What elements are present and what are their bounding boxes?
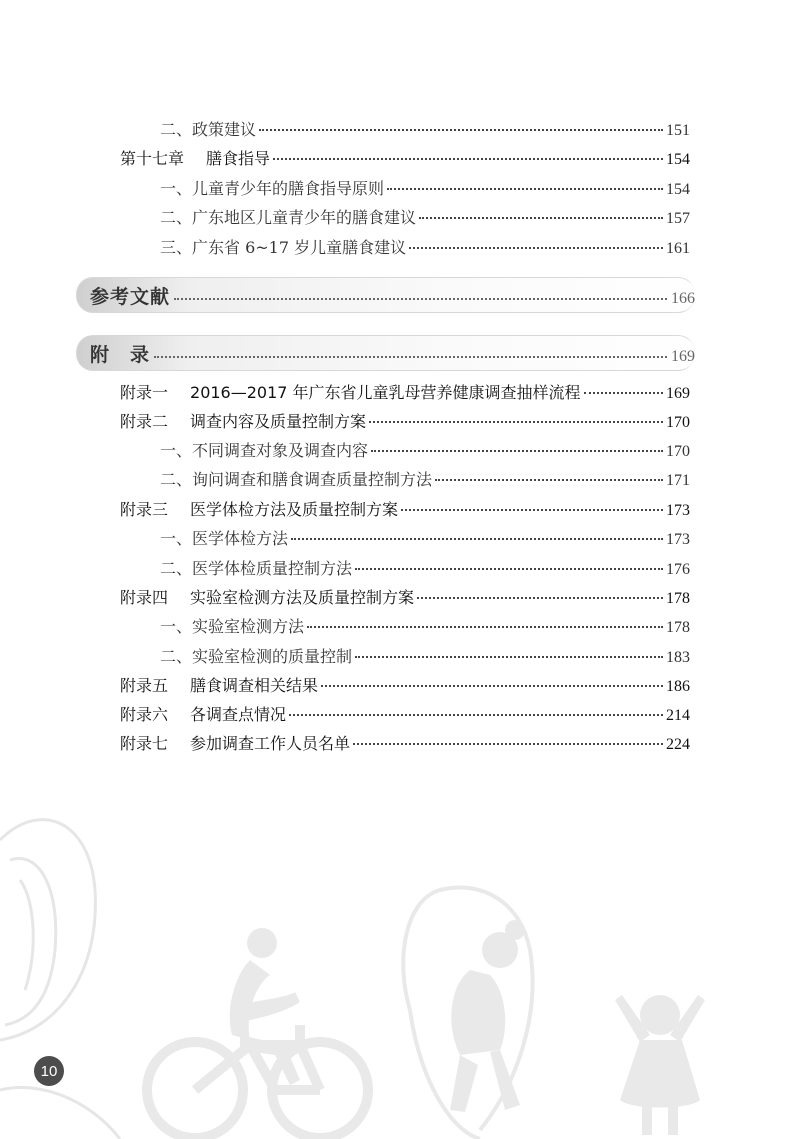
toc-leader-dots	[369, 421, 663, 423]
toc-appendix-number: 附录三	[120, 500, 169, 519]
toc-entry-page: 161	[666, 240, 690, 257]
toc-appendix-number: 附录五	[120, 676, 169, 695]
toc-entry-title: 二、实验室检测的质量控制	[160, 647, 353, 666]
decorative-silhouettes	[0, 780, 800, 1139]
toc-leader-dots	[584, 392, 663, 394]
toc-leader-dots	[435, 479, 663, 481]
toc-appendix-number: 附录六	[120, 705, 169, 724]
toc-entry-page: 169	[666, 385, 690, 402]
toc-appendix-title: 2016—2017 年广东省儿童乳母营养健康调查抽样流程	[190, 383, 581, 402]
toc-entry[interactable]	[160, 179, 690, 200]
toc-entry-page: 186	[666, 678, 690, 695]
toc-leader-dots	[419, 217, 663, 219]
toc-chapter-number: 第十七章	[120, 149, 185, 168]
toc-entry[interactable]	[160, 647, 690, 668]
toc-leader-dots	[409, 247, 663, 249]
toc-appendix-title: 调查内容及质量控制方案	[190, 412, 367, 431]
toc-appendix-title: 实验室检测方法及质量控制方案	[190, 588, 415, 607]
toc-leader-dots	[291, 538, 663, 540]
page-number-badge: 10	[34, 1056, 64, 1086]
toc-appendix-number: 附录二	[120, 412, 169, 431]
toc-chapter-entry[interactable]	[120, 149, 690, 170]
toc-appendix-number: 附录四	[120, 588, 169, 607]
toc-entry-page: 176	[666, 561, 690, 578]
toc-entry[interactable]	[160, 441, 690, 462]
toc-appendix-title: 医学体检方法及质量控制方案	[190, 500, 399, 519]
appendix-section-entry[interactable]	[76, 335, 695, 371]
toc-entry-page: 214	[666, 707, 690, 724]
toc-leader-dots	[371, 450, 663, 452]
toc-entry[interactable]	[160, 617, 690, 638]
toc-entry-page: 151	[666, 122, 690, 139]
toc-appendix-entry[interactable]	[120, 734, 690, 755]
toc-entry-page: 157	[666, 210, 690, 227]
toc-leader-dots	[353, 743, 663, 745]
toc-entry[interactable]	[160, 208, 690, 229]
toc-appendix-entry[interactable]	[120, 383, 690, 404]
toc-entry-page: 154	[666, 181, 690, 198]
toc-leader-dots	[387, 188, 663, 190]
toc-leader-dots	[289, 714, 663, 716]
toc-entry-title: 二、医学体检质量控制方法	[160, 559, 353, 578]
toc-entry[interactable]	[160, 559, 690, 580]
toc-chapter-title: 膳食指导	[206, 149, 271, 168]
toc-leader-dots	[321, 685, 663, 687]
toc-entry-page: 170	[666, 443, 690, 460]
toc-entry-page: 178	[666, 590, 690, 607]
toc-entry-title: 二、政策建议	[160, 120, 257, 139]
toc-appendix-entry[interactable]	[120, 588, 690, 609]
toc-entry-title: 二、广东地区儿童青少年的膳食建议	[160, 208, 417, 227]
toc-leader-dots	[259, 129, 663, 131]
toc-appendix-number: 附录七	[120, 734, 169, 753]
toc-appendix-entry[interactable]	[120, 705, 690, 726]
toc-appendix-entry[interactable]	[120, 500, 690, 521]
toc-entry-title: 三、广东省 6~17 岁儿童膳食建议	[160, 238, 407, 257]
cyclist-silhouette	[230, 928, 300, 1085]
references-section-entry[interactable]	[76, 277, 695, 313]
toc-entry-page: 183	[666, 649, 690, 666]
toc-appendix-number: 附录一	[120, 383, 169, 402]
toc-appendix-title: 参加调查工作人员名单	[190, 734, 351, 753]
toc-entry-page: 171	[666, 472, 690, 489]
toc-entry-title: 二、询问调查和膳食调查质量控制方法	[160, 470, 433, 489]
toc-leader-dots	[154, 356, 667, 358]
toc-appendix-entry[interactable]	[120, 676, 690, 697]
toc-entry[interactable]	[160, 470, 690, 491]
toc-leader-dots	[174, 298, 667, 300]
appendix-page: 169	[671, 348, 695, 365]
seed-illustration	[0, 820, 120, 1139]
toc-entry[interactable]	[160, 238, 690, 259]
jump-rope-girl-silhouette	[403, 888, 532, 1139]
toc-entry-title: 一、不同调查对象及调查内容	[160, 441, 369, 460]
toc-entry-page: 154	[666, 151, 690, 168]
toc-entry-title: 一、医学体检方法	[160, 529, 289, 548]
girl-silhouette	[615, 995, 705, 1135]
toc-entry-page: 224	[666, 736, 690, 753]
toc-leader-dots	[307, 626, 663, 628]
appendix-label: 附 录	[90, 343, 151, 366]
toc-entry-page: 173	[666, 531, 690, 548]
toc-leader-dots	[355, 568, 663, 570]
toc-appendix-title: 各调查点情况	[190, 705, 287, 724]
toc-entry[interactable]	[160, 529, 690, 550]
toc-entry-page: 170	[666, 414, 690, 431]
toc-leader-dots	[355, 656, 663, 658]
references-label: 参考文献	[90, 285, 171, 308]
toc-entry[interactable]	[160, 120, 690, 141]
toc-appendix-entry[interactable]	[120, 412, 690, 433]
toc-entry-title: 一、儿童青少年的膳食指导原则	[160, 179, 385, 198]
toc-entry-title: 一、实验室检测方法	[160, 617, 305, 636]
bicycle-silhouette	[147, 1025, 368, 1138]
toc-leader-dots	[401, 509, 663, 511]
toc-appendix-title: 膳食调查相关结果	[190, 676, 319, 695]
toc-leader-dots	[273, 158, 663, 160]
toc-entry-page: 178	[666, 619, 690, 636]
toc-leader-dots	[417, 597, 663, 599]
toc-entry-page: 173	[666, 502, 690, 519]
references-page: 166	[671, 290, 695, 307]
